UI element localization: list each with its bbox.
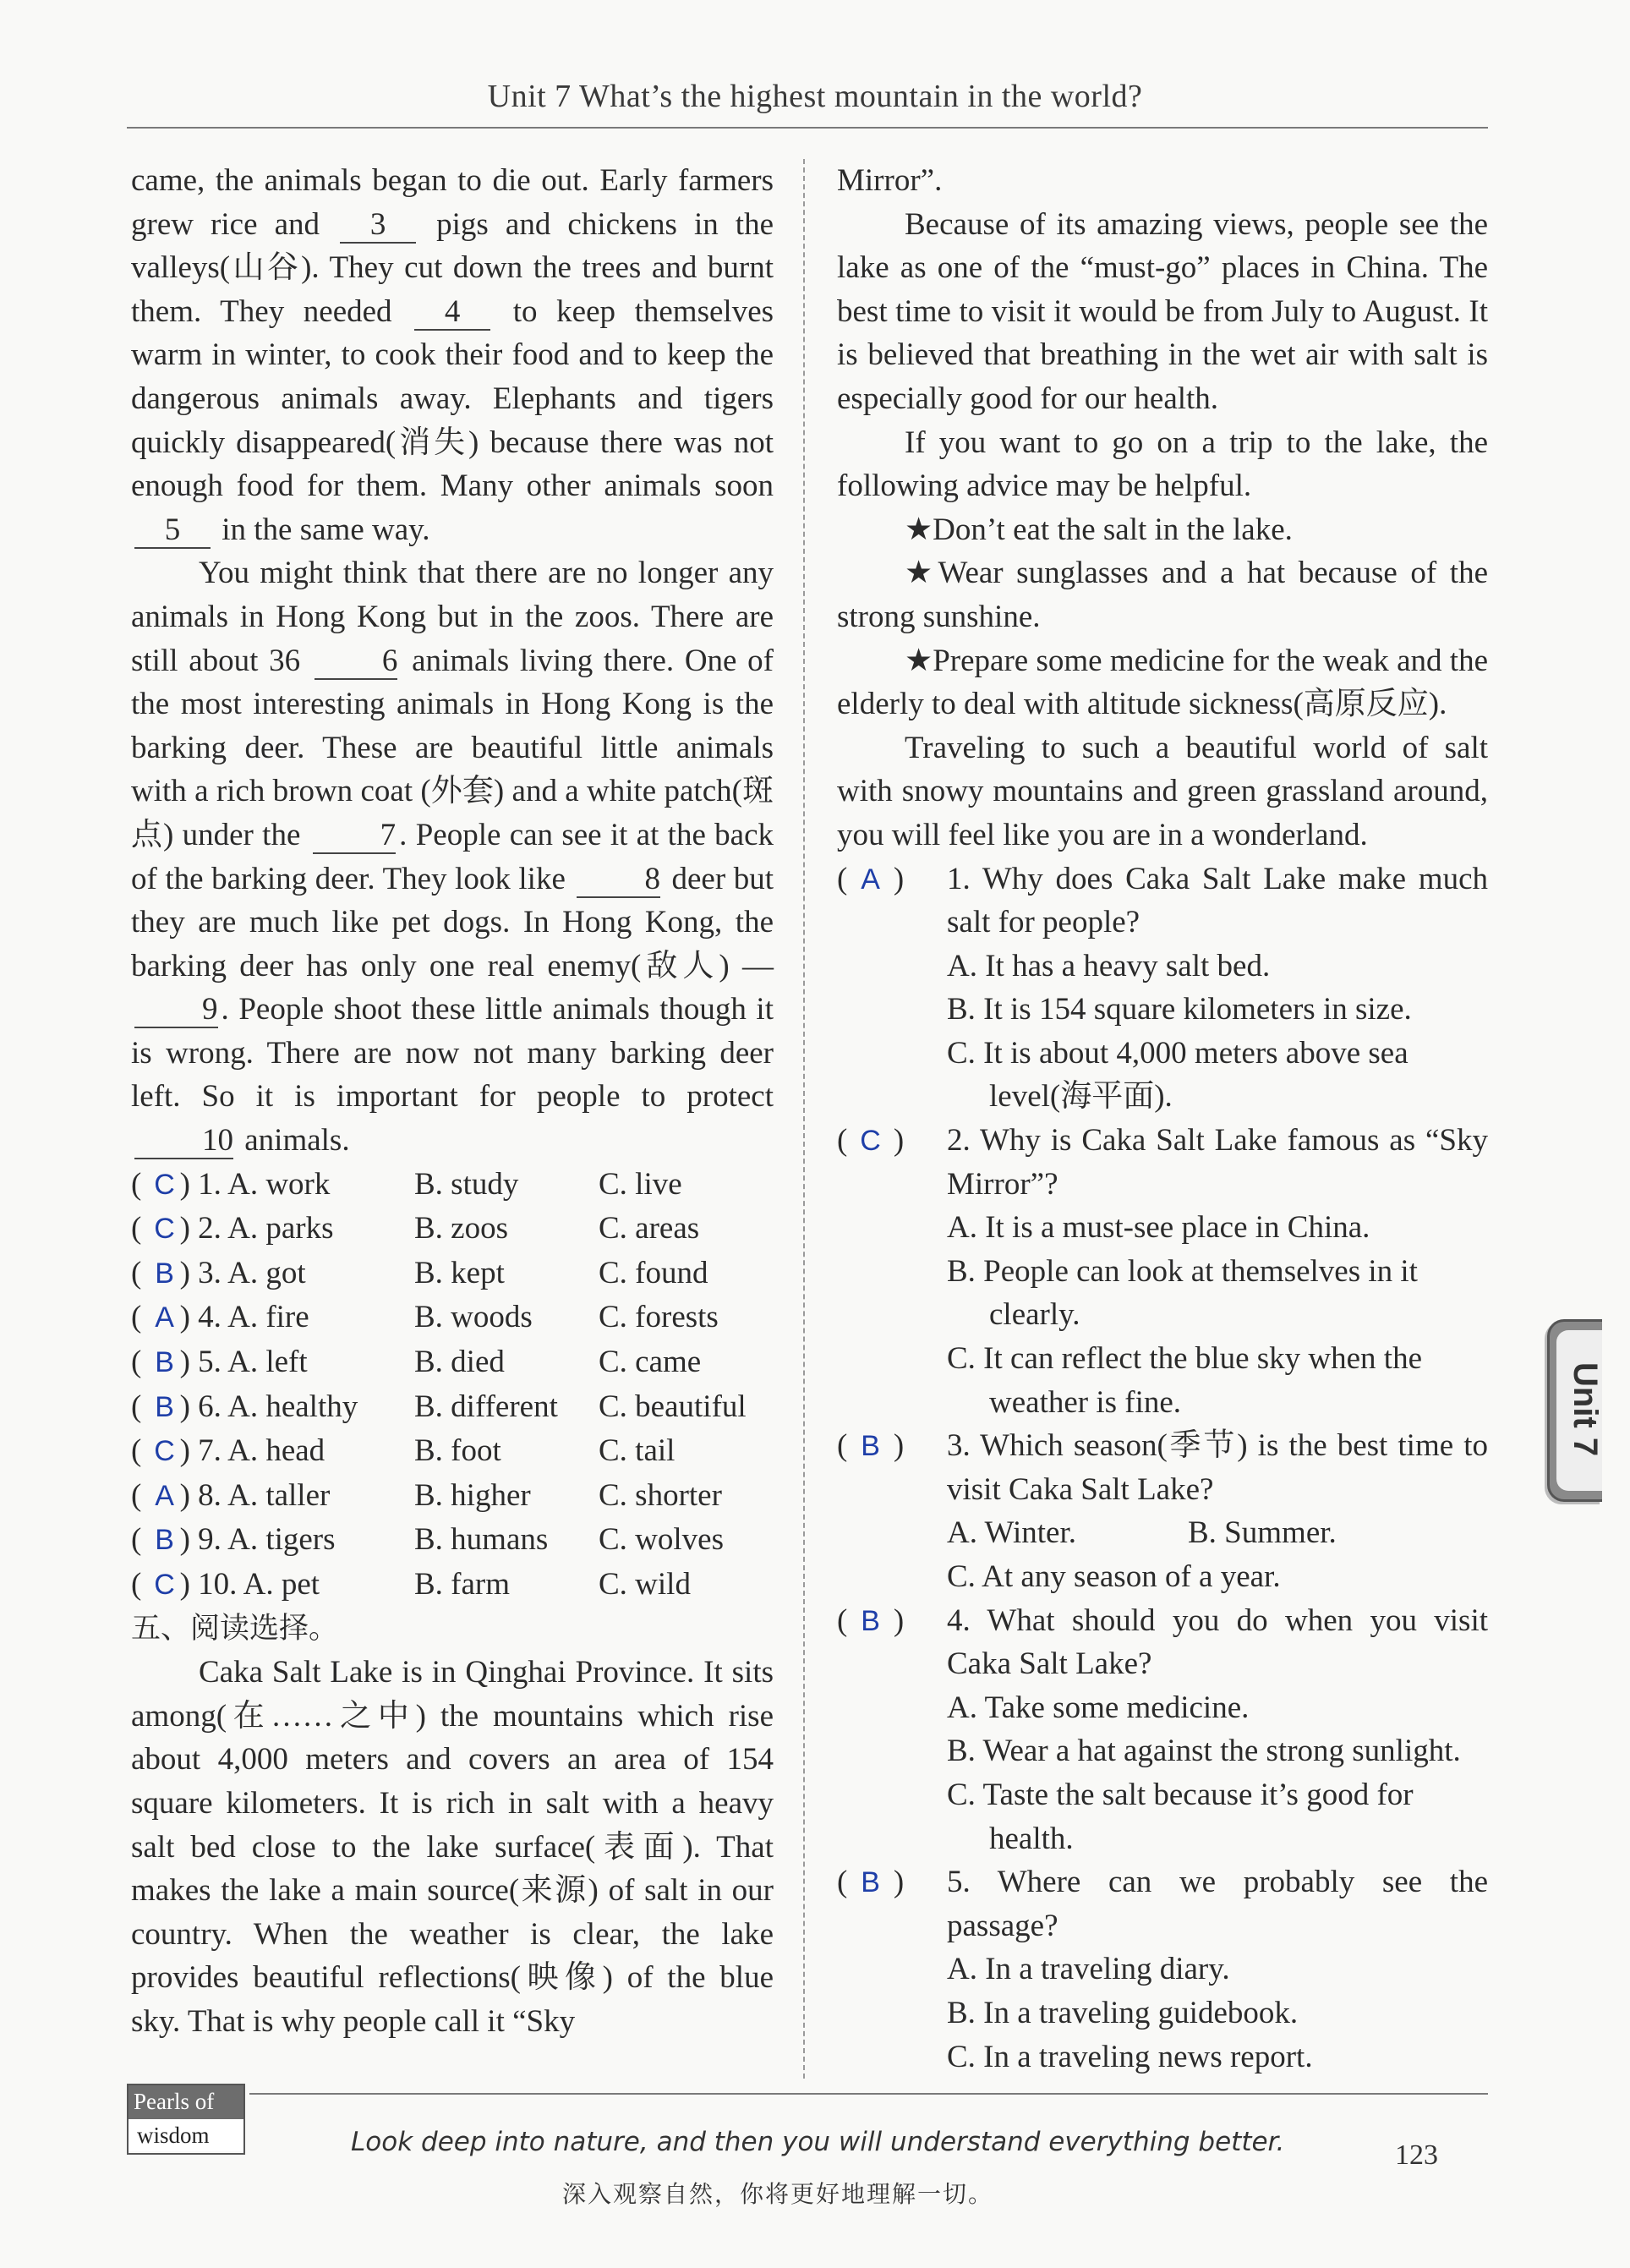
answer-mark: C xyxy=(154,1569,175,1601)
option-row: ( B ) 6. A. healthy B. different C. beautiful xyxy=(131,1385,774,1430)
unit-side-tab xyxy=(1547,1319,1602,1502)
option-row: ( C ) 10. A. pet B. farm C. wild xyxy=(131,1563,774,1608)
column-divider xyxy=(803,159,805,2079)
cloze-blank-7: 7 xyxy=(313,819,397,854)
option-row: ( A ) 8. A. taller B. higher C. shorter xyxy=(131,1474,774,1519)
answer-mark: C xyxy=(860,1125,881,1158)
answer-mark: A xyxy=(155,1479,174,1512)
page-number: 123 xyxy=(1395,2139,1438,2171)
advice-tip-1: ★Don’t eat the salt in the lake. xyxy=(905,512,1293,547)
reading-paragraph-2: Because of its amazing views, people see the lake as one of the “must-go” places in China. The best time to visit it would be from July to August. It is believed that breathing in the wet air with salt is especially good for our health. xyxy=(837,206,1488,416)
option-row: ( C ) 1. A. work B. study C. live xyxy=(131,1163,774,1208)
reading-paragraph-4: Traveling to such a beautiful world of salt with snowy mountains and green grassland around, you will feel like you are in a wonderland. xyxy=(837,730,1488,852)
right-column xyxy=(837,159,1488,2079)
question-2: ( C ) 2. Why is Caka Salt Lake famous as “Sky Mirror”? A. It is a must-see place in China. B. People can look at themselves in it clearly. C. It can reflect the blue sky when the weather is fine. xyxy=(837,1119,1488,1424)
option-row: ( B ) 5. A. left B. died C. came xyxy=(131,1340,774,1385)
option-row: ( A ) 4. A. fire B. woods C. forests xyxy=(131,1296,774,1340)
question-5: ( B ) 5. Where can we probably see the passage? A. In a traveling diary. B. In a traveling guidebook. C. In a traveling news report. xyxy=(837,1860,1488,2079)
cloze-paragraph-1: came, the animals began to die out. Early farmers grew rice and 3 pigs and chickens in the valleys(山谷). They cut down the trees and burnt them. They needed 4 to keep themselves warm in winter, to cook their food and to keep the dangerous animals away. Elephants and tigers quickly disappeared(消失) because there was not enough food for them. Many other animals soon 5 in the same way. xyxy=(131,163,774,547)
advice-tip-2: ★Wear sunglasses and a hat because of the strong sunshine. xyxy=(837,556,1488,634)
advice-tip-3: ★Prepare some medicine for the weak and the elderly to deal with altitude sickness(高原反应). xyxy=(837,643,1488,722)
option-row: ( C ) 7. A. head B. foot C. tail xyxy=(131,1429,774,1474)
cloze-blank-9: 9 xyxy=(134,993,218,1028)
cloze-blank-8: 8 xyxy=(577,863,660,898)
unit-tab-label: Unit 7 xyxy=(1567,1362,1604,1457)
answer-mark: B xyxy=(155,1390,174,1423)
question-1: ( A ) 1. Why does Caka Salt Lake make much salt for people? A. It has a heavy salt bed. B. It is 154 square kilometers in size. C. It is about 4,000 meters above sea level(海平面). xyxy=(837,857,1488,1120)
cloze-blank-5: 5 xyxy=(134,513,211,549)
answer-mark: B xyxy=(155,1524,174,1557)
left-column xyxy=(131,159,774,2044)
reading-paragraph-continued: Mirror”. xyxy=(837,163,943,198)
section-title: 五、阅读选择。 xyxy=(131,1611,339,1646)
answer-mark: B xyxy=(861,1866,880,1899)
answer-mark: B xyxy=(155,1257,174,1290)
answer-mark: B xyxy=(861,1430,880,1463)
cloze-blank-10: 10 xyxy=(134,1124,233,1159)
footer-rule xyxy=(249,2093,1488,2095)
option-row: ( C ) 2. A. parks B. zoos C. areas xyxy=(131,1207,774,1252)
option-row: ( B ) 3. A. got B. kept C. found xyxy=(131,1252,774,1296)
cloze-blank-3: 3 xyxy=(340,208,416,244)
answer-mark: B xyxy=(155,1346,174,1379)
quote-english: Look deep into nature, and then you will understand everything better. xyxy=(351,2127,1285,2157)
cloze-paragraph-2: You might think that there are no longer any animals in Hong Kong but in the zoos. There are still about 36 6 animals living there. One of the most interesting animals in Hong Kong is the barking deer. These are beautiful little animals with a rich brown coat (外套) and a white patch(斑点) under the 7 . People can see it at the back of the barking deer. They look like 8 deer but they are much like pet dogs. In Hong Kong, the barking deer has only one real enemy(敌人) — 9 . People shoot these little animals though it is wrong. There are now not many barking deer left. So it is important for people to protect 10 animals. xyxy=(131,556,774,1159)
reading-paragraph-3: If you want to go on a trip to the lake, the following advice may be helpful. xyxy=(837,425,1488,504)
cloze-blank-6: 6 xyxy=(315,644,398,680)
answer-mark: C xyxy=(154,1435,175,1468)
cloze-options xyxy=(131,1163,774,1608)
question-4: ( B ) 4. What should you do when you visit Caka Salt Lake? A. Take some medicine. B. Wear a hat against the strong sunlight. C. Taste the salt because it’s good for health. xyxy=(837,1599,1488,1861)
reading-paragraph-1: Caka Salt Lake is in Qinghai Province. It sits among(在……之中) the mountains which rise about 4,000 meters and covers an area of 154 square kilometers. It is rich in salt with a heavy salt bed close to the lake surface(表面). That makes the lake a main source(来源) of salt in our country. When the weather is clear, the lake provides beautiful reflections(映像) of the blue sky. That is why people call it “Sky xyxy=(131,1655,774,2039)
answer-mark: A xyxy=(861,863,880,896)
question-3: ( B ) 3. Which season(季节) is the best time to visit Caka Salt Lake? A. Winter. B. Summer. C. At any season of a year. xyxy=(837,1424,1488,1598)
pearls-of-wisdom-badge: Pearls of wisdom xyxy=(127,2084,245,2155)
header-rule xyxy=(127,127,1488,129)
cloze-blank-4: 4 xyxy=(414,295,490,331)
option-row: ( B ) 9. A. tigers B. humans C. wolves xyxy=(131,1518,774,1563)
answer-mark: C xyxy=(154,1168,175,1201)
answer-mark: B xyxy=(861,1604,880,1637)
quote-chinese: 深入观察自然，你将更好地理解一切。 xyxy=(562,2180,994,2208)
answer-mark: A xyxy=(155,1301,174,1334)
page-header-title: Unit 7 What’s the highest mountain in the world? xyxy=(487,79,1143,114)
answer-mark: C xyxy=(154,1213,175,1246)
